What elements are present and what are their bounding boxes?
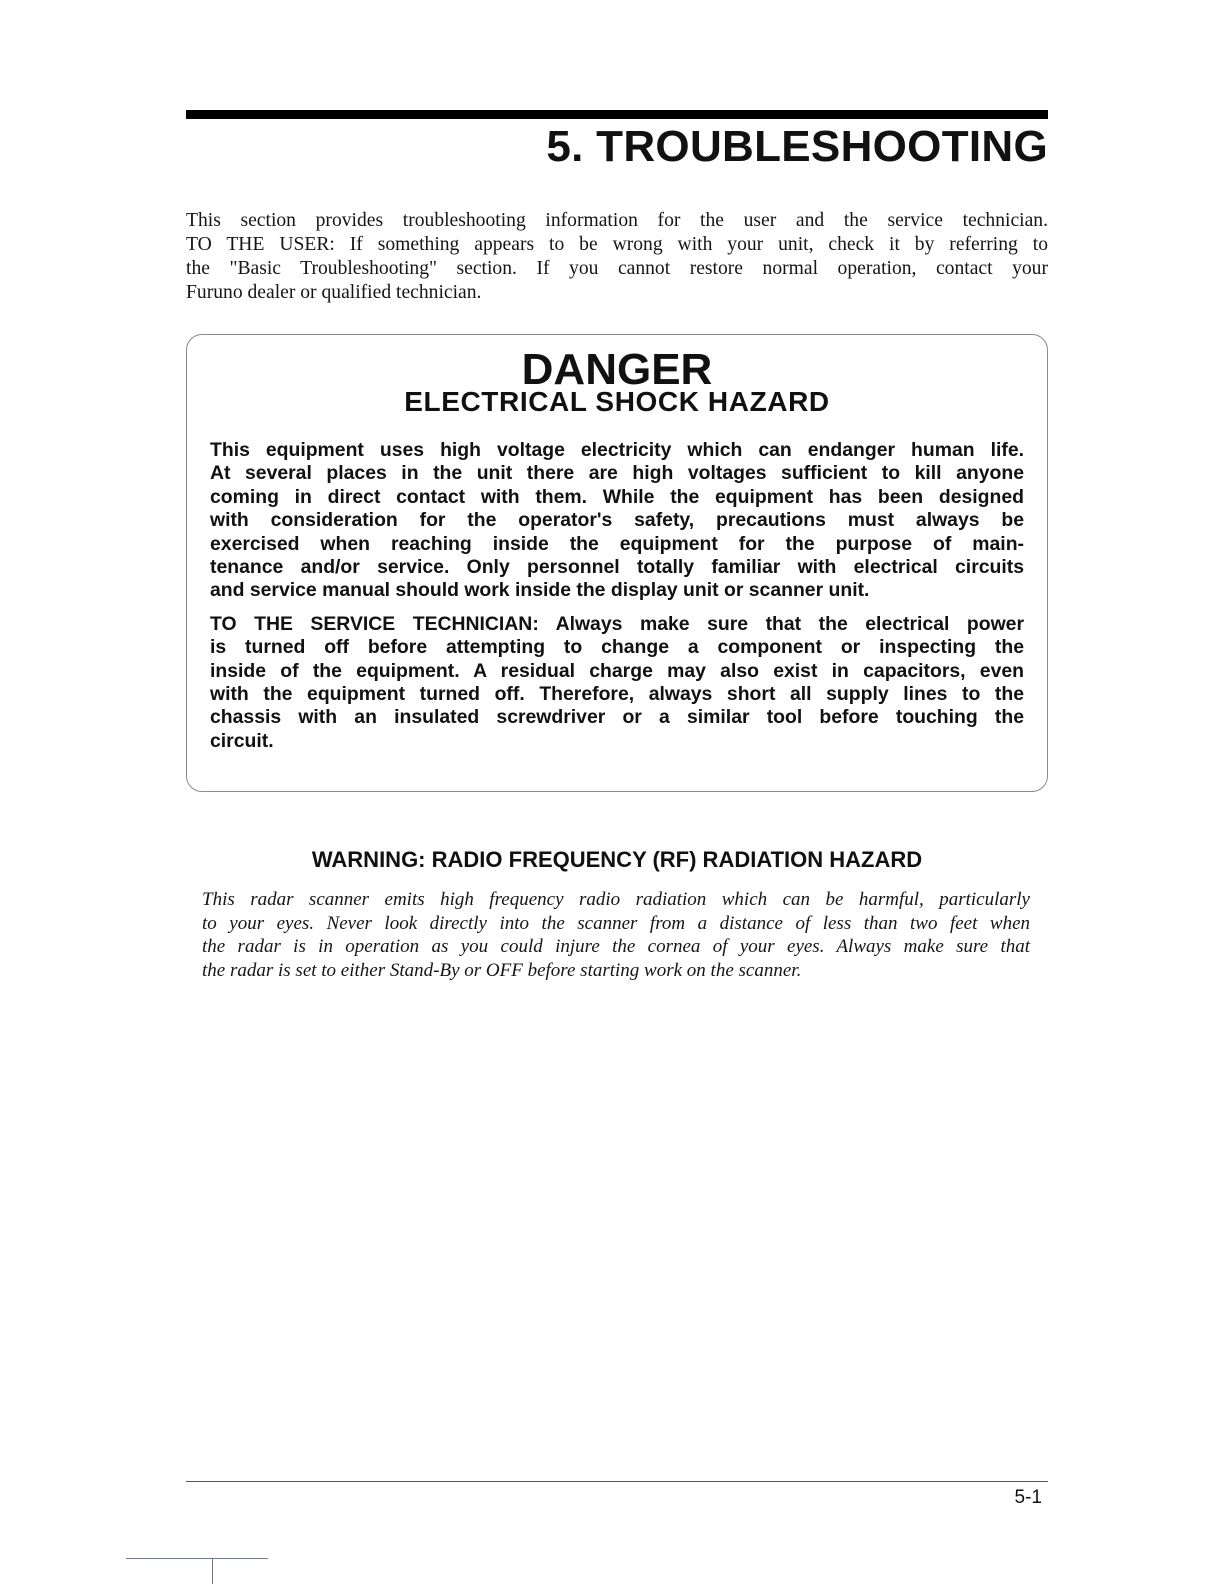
danger-line: exercised when reaching inside the equipment for the purpose of main-: [210, 532, 1024, 555]
intro-line: the "Basic Troubleshooting" section. If you cannot restore normal operation, contact your: [186, 258, 1048, 279]
danger-line: chassis with an insulated screwdriver or a similar tool before touching the: [210, 706, 1024, 729]
warning-line: to your eyes. Never look directly into the scanner from a distance of less than two feet when: [202, 912, 1030, 934]
bottom-rule: [186, 1481, 1048, 1482]
danger-line: This equipment uses high voltage electricity which can endanger human life.: [210, 439, 1024, 461]
paragraph-gap: [210, 603, 1024, 613]
scan-artifact-line: [126, 1558, 268, 1559]
top-rule: [186, 110, 1048, 119]
danger-line: tenance and/or service. Only personnel totally familiar with electrical circuits: [210, 556, 1024, 579]
warning-line: the radar is in operation as you could injure the cornea of your eyes. Always make sure that: [202, 936, 1030, 957]
danger-line: circuit.: [210, 729, 274, 752]
warning-line: This radar scanner emits high frequency radio radiation which can be harmful, particularly: [202, 889, 1030, 910]
danger-line: and service manual should work inside the display unit or scanner unit.: [210, 579, 870, 602]
intro-paragraph: [186, 209, 1048, 305]
chapter-title: 5. TROUBLESHOOTING: [546, 122, 1048, 171]
warning-line: the radar is set to either Stand-By or OFF before starting work on the scanner.: [202, 959, 802, 981]
danger-subtitle: ELECTRICAL SHOCK HAZARD: [404, 386, 830, 417]
intro-line: TO THE USER: If something appears to be wrong with your unit, check it by referring to: [186, 234, 1048, 255]
danger-line: with consideration for the operator's safety, precautions must always be: [210, 509, 1024, 532]
danger-line: TO THE SERVICE TECHNICIAN: Always make sure that the electrical power: [210, 612, 1024, 635]
intro-line: This section provides troubleshooting information for the user and the service technician.: [186, 210, 1048, 231]
warning-body: [202, 888, 1030, 982]
danger-paragraph-2: [210, 613, 1024, 753]
danger-line: At several places in the unit there are high voltages sufficient to kill anyone: [210, 462, 1024, 485]
page-number: 5-1: [1014, 1487, 1042, 1508]
warning-title: WARNING: RADIO FREQUENCY (RF) RADIATION HAZARD: [311, 847, 923, 872]
intro-line: Furuno dealer or qualified technician.: [186, 282, 482, 303]
danger-paragraph-1: [210, 439, 1024, 603]
danger-line: with the equipment turned off. Therefore, always short all supply lines to the: [210, 683, 1024, 706]
danger-body: [210, 439, 1024, 753]
danger-box: [186, 334, 1048, 792]
danger-title: DANGER: [521, 345, 713, 394]
danger-line: inside of the equipment. A residual charge may also exist in capacitors, even: [210, 659, 1024, 682]
danger-line: is turned off before attempting to change a component or inspecting the: [210, 636, 1024, 659]
danger-line: coming in direct contact with them. While the equipment has been designed: [210, 485, 1024, 508]
scan-artifact-tick: [212, 1558, 213, 1584]
